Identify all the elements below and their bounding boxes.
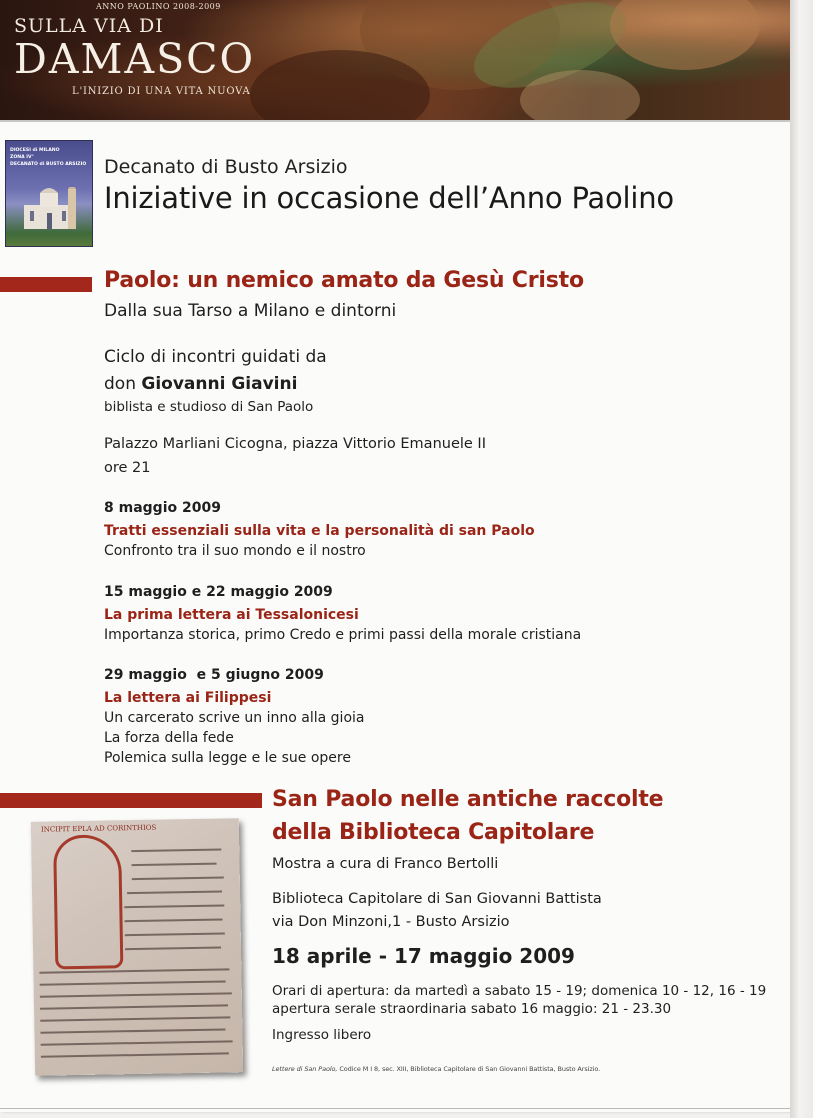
intro-line: Ciclo di incontri guidati da [104, 347, 327, 367]
section1-subtitle: Dalla sua Tarso a Milano e dintorni [104, 301, 397, 321]
library-name: Biblioteca Capitolare di San Giovanni Battista [272, 891, 602, 907]
evening-opening: apertura serale straordinaria sabato 16 maggio: 21 - 23.30 [272, 1001, 672, 1017]
event-description: Un carcerato scrive un inno alla gioia [104, 710, 365, 726]
event-topic: Tratti essenziali sulla vita e la personalità di san Paolo [104, 523, 535, 539]
curator: Mostra a cura di Franco Bertolli [272, 856, 499, 872]
speaker-name: Giovanni Giavini [141, 374, 298, 394]
page-title: Iniziative in occasione dell’Anno Paolino [104, 181, 674, 215]
speaker-role: biblista e studioso di San Paolo [104, 399, 314, 415]
event-description: Confronto tra il suo mondo e il nostro [104, 543, 366, 559]
manuscript-heading: INCIPIT EPLA AD CORINTHIOS [40, 823, 157, 834]
section1-red-bar [0, 277, 92, 292]
illuminated-initial [53, 834, 123, 969]
speaker-prefix: don [104, 374, 142, 394]
decanato-name: Decanato di Busto Arsizio [104, 156, 348, 178]
event-topic: La lettera ai Filippesi [104, 690, 272, 706]
banner-title-big: DAMASCO [14, 35, 256, 83]
event-description: Polemica sulla legge e le sue opere [104, 750, 351, 766]
event-date: 8 maggio 2009 [104, 500, 221, 516]
section2-title-line1: San Paolo nelle antiche raccolte [272, 787, 664, 812]
event-date: 29 maggio e 5 giugno 2009 [104, 667, 324, 683]
decanato-logo [5, 140, 93, 247]
church-icon [18, 187, 80, 231]
exhibition-dates: 18 aprile - 17 maggio 2009 [272, 944, 575, 968]
bottom-divider [0, 1108, 790, 1109]
banner-tagline: L'INIZIO DI UNA VITA NUOVA [72, 86, 251, 97]
section2-title-line2: della Biblioteca Capitolare [272, 820, 595, 845]
banner-year-label: ANNO PAOLINO 2008-2009 [96, 2, 221, 11]
manuscript-image [31, 818, 243, 1076]
header-banner [0, 0, 790, 120]
library-address: via Don Minzoni,1 - Busto Arsizio [272, 914, 510, 930]
page-edge [790, 0, 813, 1118]
entry-info: Ingresso libero [272, 1027, 372, 1043]
header-divider [0, 120, 790, 122]
event-description: Importanza storica, primo Credo e primi passi della morale cristiana [104, 627, 582, 643]
speaker-line [104, 374, 297, 394]
image-caption: Lettere di San Paolo, Codice M I 8, sec. XIII, Biblioteca Capitolare di San Giovanni Battista, Busto Arsizio. [272, 1065, 601, 1073]
venue: Palazzo Marliani Cicogna, piazza Vittorio Emanuele II [104, 436, 486, 452]
opening-hours: Orari di apertura: da martedì a sabato 15 - 19; domenica 10 - 12, 16 - 19 [272, 983, 767, 999]
section2-red-bar [0, 793, 262, 808]
event-description: La forza della fede [104, 730, 234, 746]
section1-title: Paolo: un nemico amato da Gesù Cristo [104, 268, 584, 293]
event-topic: La prima lettera ai Tessalonicesi [104, 607, 359, 623]
logo-text: DIOCESI di MILANO ZONA IV° DECANATO di BUSTO ARSIZIO [10, 148, 87, 167]
banner-title-small: SULLA VIA DI [14, 15, 164, 37]
event-date: 15 maggio e 22 maggio 2009 [104, 584, 333, 600]
event-time: ore 21 [104, 460, 151, 476]
